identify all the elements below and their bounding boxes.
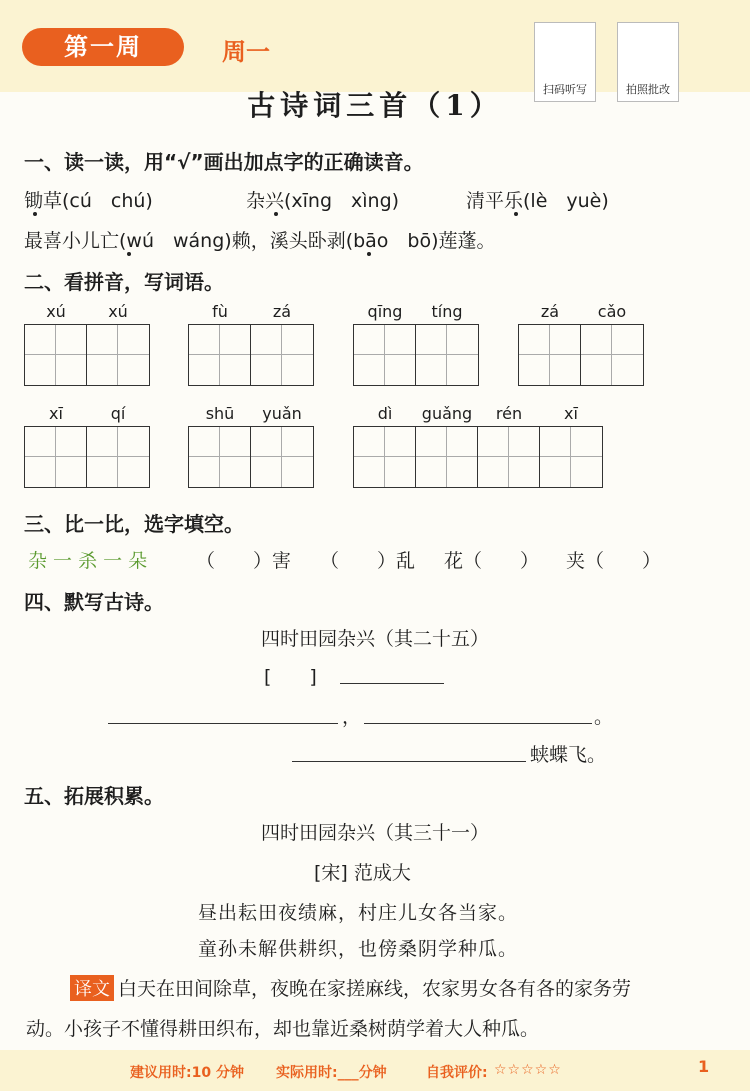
- scan-dictation-label: 扫码听写: [543, 83, 587, 96]
- pinyin-choice-3: 清平乐(lè yuè): [466, 190, 609, 212]
- section3-heading: 三、比一比，选字填空。: [24, 512, 244, 536]
- grid-cell[interactable]: [581, 325, 643, 385]
- actual-time: 实际用时:___分钟: [276, 1065, 387, 1081]
- pinyin-label: cǎo: [597, 302, 627, 321]
- fill-blank-1[interactable]: （ ）害: [196, 550, 292, 572]
- grid-cell[interactable]: [416, 427, 478, 487]
- pinyin-label: yuǎn: [262, 404, 302, 423]
- pinyin-label: zá: [540, 302, 560, 321]
- pinyin-label: qí: [110, 404, 126, 423]
- poem-blank-1[interactable]: [108, 722, 338, 724]
- poem-blank-3[interactable]: [292, 760, 526, 762]
- emphasis-dot: [274, 212, 278, 216]
- pinyin-label: rén: [495, 404, 523, 423]
- poem-period: 。: [594, 706, 614, 728]
- writing-grid-5[interactable]: [24, 426, 150, 488]
- page-number: 1: [698, 1057, 710, 1076]
- grid-cell[interactable]: [354, 427, 416, 487]
- writing-grid-1[interactable]: [24, 324, 150, 386]
- translation-text-1: 白天在田间除草，夜晚在家搓麻线，农家男女各有各的家务劳: [118, 978, 632, 1000]
- pinyin-label: xī: [49, 404, 63, 423]
- day-label: 周一: [222, 38, 270, 66]
- poem-comma: ，: [342, 706, 362, 728]
- pinyin-choice-1: 锄草(cú chú): [24, 190, 153, 212]
- emphasis-dot: [367, 252, 371, 256]
- self-eval-label: 自我评价:: [426, 1065, 488, 1081]
- author-bracket: [ ]: [264, 666, 317, 688]
- section5-heading: 五、拓展积累。: [24, 784, 164, 808]
- emphasis-dot: [33, 212, 37, 216]
- poem-line-2: 童孙未解供耕织，也傍桑阴学种瓜。: [198, 938, 519, 960]
- writing-grid-3[interactable]: [353, 324, 479, 386]
- grid-cell[interactable]: [251, 427, 313, 487]
- writing-grid-6[interactable]: [188, 426, 314, 488]
- fill-blank-2[interactable]: （ ）乱: [320, 550, 416, 572]
- poem-title-recite: 四时田园杂兴（其二十五）: [260, 628, 489, 650]
- pinyin-label: shū: [205, 404, 235, 423]
- author-blank[interactable]: [340, 682, 444, 684]
- footer-bar: [0, 1050, 750, 1091]
- pinyin-choice-row2: 最喜小儿亡(wú wáng)赖，溪头卧剥(bāo bō)莲蓬。: [24, 230, 496, 252]
- pinyin-label: xú: [108, 302, 128, 321]
- grid-cell[interactable]: [416, 325, 478, 385]
- grid-cell[interactable]: [189, 427, 251, 487]
- pinyin-choice-2: 杂兴(xīng xìng): [246, 190, 400, 212]
- suggested-time: 建议用时:10 分钟: [130, 1065, 244, 1081]
- pinyin-label: zá: [272, 302, 292, 321]
- grid-cell[interactable]: [87, 427, 149, 487]
- writing-grid-7[interactable]: [353, 426, 603, 488]
- page-title: 古诗词三首（1）: [247, 89, 503, 122]
- grid-cell[interactable]: [189, 325, 251, 385]
- grid-cell[interactable]: [25, 325, 87, 385]
- fill-blank-4[interactable]: 夹（ ）: [566, 550, 662, 572]
- pinyin-label: xú: [46, 302, 66, 321]
- week-label: 第一周: [22, 28, 184, 66]
- pinyin-label: xī: [564, 404, 578, 423]
- emphasis-dot: [127, 252, 131, 256]
- photo-correct-label: 拍照批改: [626, 83, 670, 96]
- pinyin-label: qīng: [367, 302, 403, 321]
- translation-line-2: 动。小孩子不懂得耕田织布，却也靠近桑树荫学着大人种瓜。: [26, 1018, 540, 1040]
- translation-line-1: [70, 974, 631, 1001]
- pinyin-label: fù: [212, 302, 228, 321]
- pinyin-label: guǎng: [421, 404, 473, 423]
- writing-grid-4[interactable]: [518, 324, 644, 386]
- grid-cell[interactable]: [354, 325, 416, 385]
- grid-cell[interactable]: [519, 325, 581, 385]
- translation-tag: 译文: [70, 975, 114, 1001]
- fill-blank-3[interactable]: 花（ ）: [444, 550, 540, 572]
- poem-title-extend: 四时田园杂兴（其三十一）: [260, 822, 489, 844]
- poem-blank-2[interactable]: [364, 722, 592, 724]
- poem-author: [宋] 范成大: [314, 862, 411, 884]
- grid-cell[interactable]: [25, 427, 87, 487]
- poem-line-1: 昼出耘田夜绩麻，村庄儿女各当家。: [198, 902, 519, 924]
- section1-heading: 一、读一读，用“√”画出加点字的正确读音。: [24, 150, 424, 174]
- section2-heading: 二、看拼音，写词语。: [24, 270, 224, 294]
- pinyin-label: tíng: [431, 302, 463, 321]
- grid-cell[interactable]: [251, 325, 313, 385]
- emphasis-dot: [514, 212, 518, 216]
- compare-chars: 杂 一 杀 一 朵: [28, 550, 148, 572]
- rating-stars-icon[interactable]: ☆☆☆☆☆: [494, 1062, 562, 1078]
- grid-cell[interactable]: [478, 427, 540, 487]
- section4-heading: 四、默写古诗。: [24, 590, 164, 614]
- pinyin-label: dì: [377, 404, 393, 423]
- grid-cell[interactable]: [87, 325, 149, 385]
- grid-cell[interactable]: [540, 427, 602, 487]
- writing-grid-2[interactable]: [188, 324, 314, 386]
- poem-end-phrase: 蛱蝶飞。: [530, 744, 607, 766]
